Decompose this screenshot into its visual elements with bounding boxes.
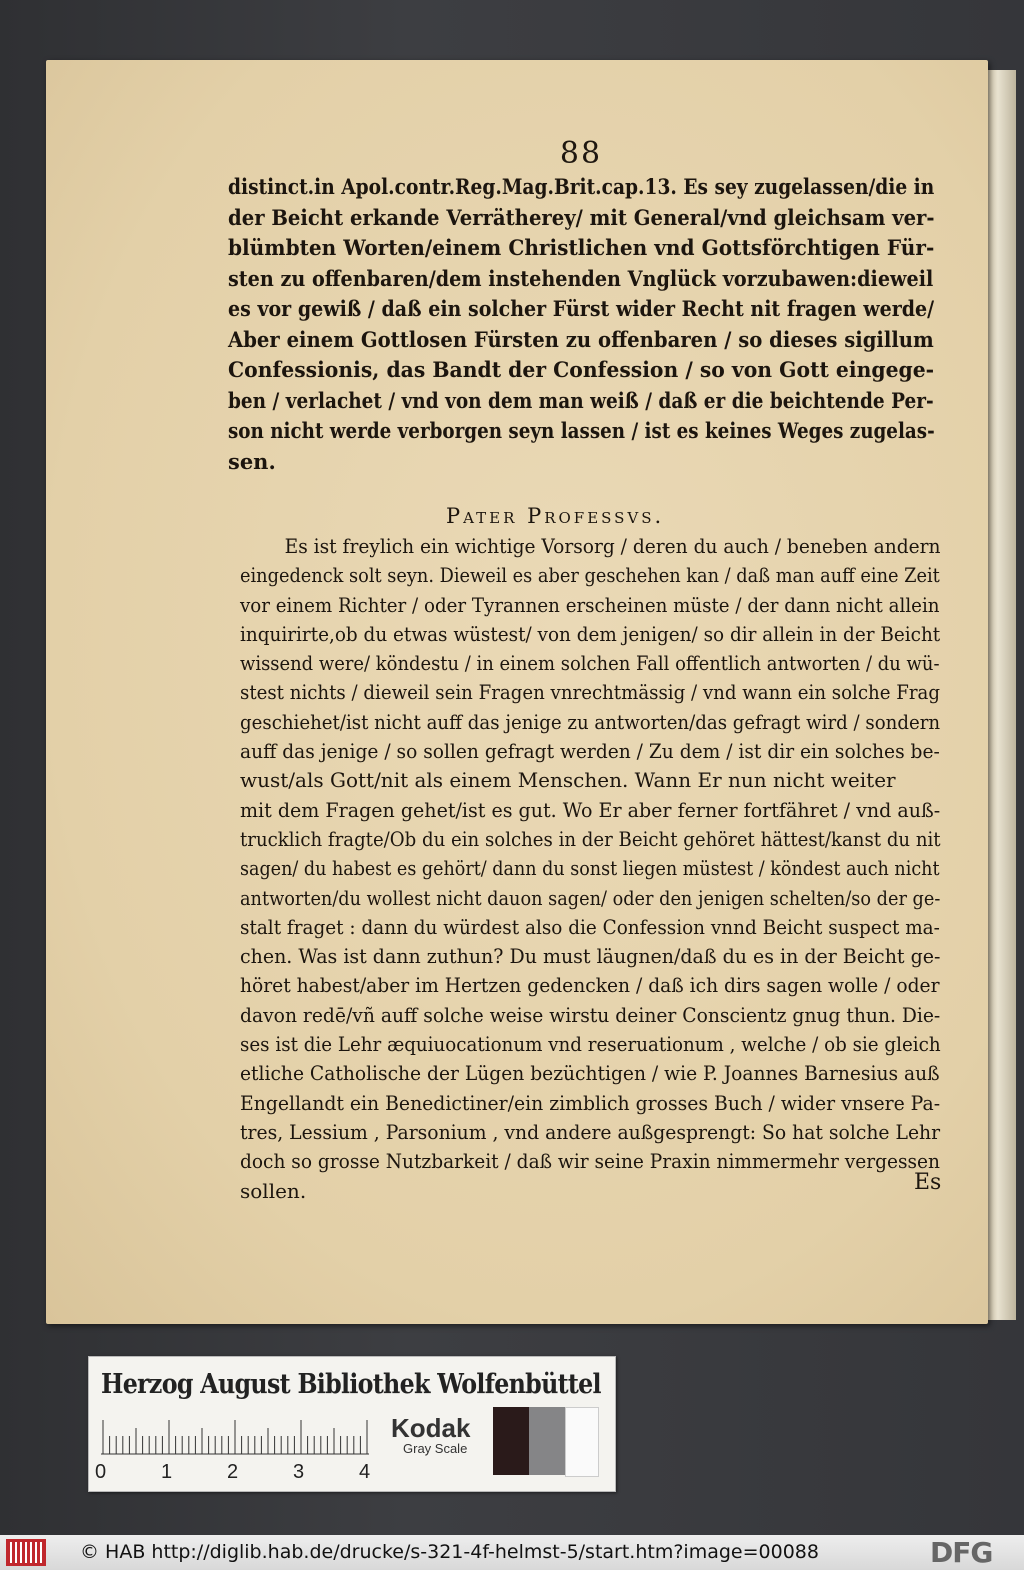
text-line: sten zu offenbaren/dem instehenden Vnglück vorzubawen:dieweil bbox=[228, 265, 934, 291]
text-line: Confessionis, das Bandt der Confession / so von Gott eingege- bbox=[228, 357, 935, 382]
library-name: Herzog August Bibliothek Wolfenbüttel bbox=[101, 1369, 601, 1400]
section-heading: Pater Professvs. bbox=[446, 504, 665, 528]
text-line: davon redē/vñ auff solche weise wirstu deiner Conscientz gnug thun. Die- bbox=[240, 1002, 941, 1027]
text-line: ben / verlachet / vnd von dem man weiß / daß er die beichtende Per- bbox=[228, 387, 934, 413]
ruler-number: 0 bbox=[95, 1461, 107, 1483]
text-line: chen. Was ist dann zuthun? Du must läugnen/daß du es in der Beicht ge- bbox=[240, 944, 941, 969]
paragraph-2 bbox=[240, 532, 940, 1206]
kodak-logo: Kodak bbox=[391, 1413, 471, 1443]
text-line: etliche Catholische der Lügen bezüchtigen / wie P. Joannes Barnesius auß bbox=[240, 1061, 940, 1086]
text-line: tres, Lessium , Parsonium , vnd andere außgesprengt: So hat solche Lehr bbox=[240, 1119, 941, 1144]
text-line: wust/als Gott/nit als einem Menschen. Wann Er nun nicht weiter bbox=[240, 768, 896, 793]
black-swatch bbox=[493, 1407, 529, 1475]
text-line: antworten/du wollest nicht dauon sagen/ oder den jenigen schelten/so der ge- bbox=[240, 885, 941, 910]
text-line: sagen/ du habest es gehört/ dann du sonst liegen müstest / köndest auch nicht bbox=[240, 856, 940, 881]
copyright-url: © HAB http://diglib.hab.de/drucke/s-321-4f-helmst-5/start.htm?image=00088 bbox=[80, 1541, 819, 1563]
text-line: inquirirte,ob du etwas wüstest/ von dem jenigen/ so dir allein in der Beicht bbox=[240, 621, 941, 646]
text-line: höret habest/aber im Hertzen gedencken / daß ich dirs sagen wolle / oder bbox=[240, 973, 940, 998]
catchword: Es bbox=[914, 1170, 942, 1195]
white-swatch bbox=[565, 1407, 599, 1477]
text-line: Es ist freylich ein wichtige Vorsorg / deren du auch / beneben andern bbox=[284, 534, 941, 558]
page-number: 88 bbox=[559, 136, 603, 171]
text-line: geschiehet/ist nicht auff das jenige zu antworten/das gefragt wird / sondern bbox=[240, 709, 941, 734]
text-line: sollen. bbox=[240, 1178, 307, 1203]
gray-scale-label: Gray Scale bbox=[403, 1441, 468, 1456]
ruler-labels bbox=[95, 1461, 385, 1487]
text-line: ses ist die Lehr æquiuocationum vnd reseruationum , welche / ob sie gleich bbox=[240, 1032, 941, 1057]
text-line: Aber einem Gottlosen Fürsten zu offenbaren / so dieses sigillum bbox=[228, 326, 934, 352]
paragraph-1 bbox=[228, 172, 934, 477]
color-target-card bbox=[88, 1356, 616, 1492]
text-line: doch so grosse Nutzbarkeit / daß wir seine Praxin nimmermehr vergessen bbox=[240, 1149, 940, 1174]
text-line: der Beicht erkande Verrätherey/ mit General/vnd gleichsam ver- bbox=[228, 204, 935, 230]
ruler-number: 1 bbox=[161, 1461, 173, 1483]
ruler-number: 3 bbox=[293, 1461, 305, 1483]
text-line: blümbten Worten/einem Christlichen vnd Gottsförchtigen Für- bbox=[228, 235, 935, 260]
text-line: trucklich fragte/Ob du ein solches in der Beicht gehöret hättest/kanst du nit bbox=[240, 826, 941, 851]
text-line: wissend were/ köndestu / in einem solchen Fall offentlich antworten / du wü- bbox=[240, 651, 940, 676]
page-edge bbox=[986, 70, 1016, 1320]
dfg-logo: DFG bbox=[930, 1536, 993, 1569]
text-line: es vor gewiß / daß ein solcher Fürst wider Recht nit fragen werde/ bbox=[228, 296, 935, 321]
text-line: eingedenck solt seyn. Dieweil es aber geschehen kan / daß man auff eine Zeit bbox=[240, 563, 940, 588]
text-line: stalt fraget : dann du würdest also die Confession vnnd Beicht suspect ma- bbox=[240, 914, 940, 939]
text-line: Engellandt ein Benedictiner/ein zimblich grosses Buch / wider vnsere Pa- bbox=[240, 1090, 941, 1115]
ruler-number: 4 bbox=[359, 1461, 371, 1483]
text-line: sen. bbox=[228, 448, 276, 474]
text-line: auff das jenige / so sollen gefragt werden / Zu dem / ist dir ein solches be- bbox=[240, 739, 940, 764]
text-line: stest nichts / dieweil sein Fragen vnrechtmässig / vnd wann ein solche Frag bbox=[240, 680, 940, 705]
footer-bar bbox=[0, 1535, 1024, 1570]
text-line: son nicht werde verborgen seyn lassen / ist es keines Weges zugelas- bbox=[228, 418, 935, 443]
text-line: vor einem Richter / oder Tyrannen erscheinen müste / der dann nicht allein bbox=[240, 592, 940, 617]
ruler-number: 2 bbox=[227, 1461, 239, 1483]
ruler-icon bbox=[101, 1419, 369, 1455]
text-line: distinct.in Apol.contr.Reg.Mag.Brit.cap.13. Es sey zugelassen/die in bbox=[228, 174, 935, 199]
hab-logo-icon bbox=[6, 1539, 46, 1566]
gray-swatch bbox=[529, 1407, 565, 1475]
text-line: mit dem Fragen gehet/ist es gut. Wo Er aber ferner fortfähret / vnd auß- bbox=[240, 797, 941, 822]
